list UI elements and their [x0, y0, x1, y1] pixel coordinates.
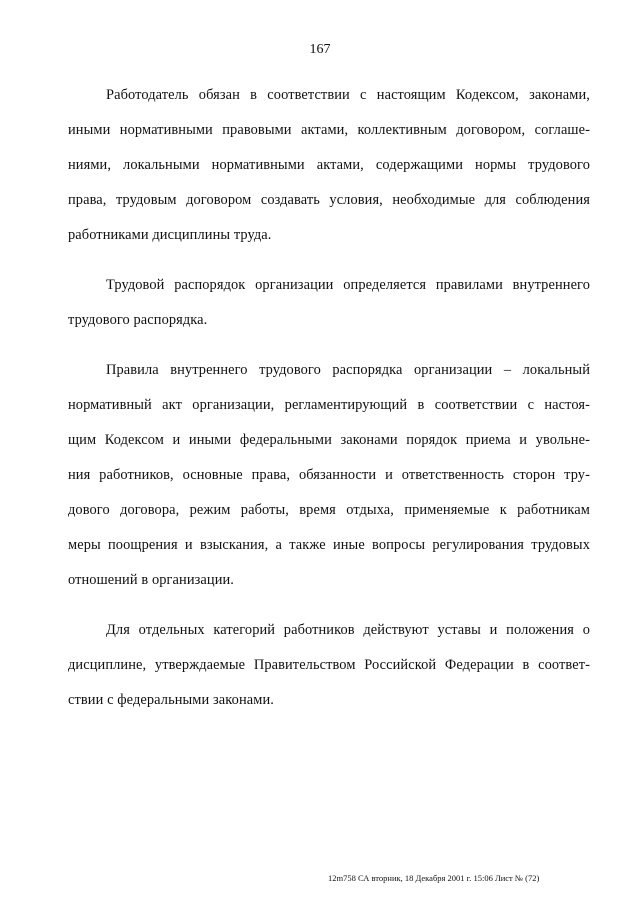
paragraph-4: [68, 613, 590, 718]
page-number: 167: [309, 42, 331, 57]
paragraph-3: [68, 353, 590, 598]
document-body: [68, 78, 590, 733]
text-line: Трудовой распорядок организации определяется правилами внутреннего: [106, 277, 590, 293]
text-line: щим Кодексом и иными федеральными законами порядок приема и увольне-: [68, 432, 590, 448]
text-line: ния работников, основные права, обязанности и ответственность сторон тру-: [68, 467, 590, 483]
text-line: нормативный акт организации, регламентирующий в соответствии с настоя-: [68, 397, 590, 413]
text-line: дисциплине, утверждаемые Правительством Российской Федерации в соответ-: [68, 657, 590, 673]
text-line: трудового распорядка.: [68, 312, 208, 328]
paragraph-1: [68, 78, 590, 253]
print-footer: 12m758 СА вторник, 18 Декабря 2001 г. 15:06 Лист № (72): [328, 873, 540, 883]
text-line: иными нормативными правовыми актами, коллективным договором, соглаше-: [68, 122, 590, 138]
text-line: отношений в организации.: [68, 572, 235, 588]
text-line: ниями, локальными нормативными актами, содержащими нормы трудового: [68, 157, 590, 173]
text-line: Работодатель обязан в соответствии с настоящим Кодексом, законами,: [106, 87, 590, 103]
text-line: меры поощрения и взыскания, а также иные вопросы регулирования трудовых: [68, 537, 590, 553]
text-line: ствии с федеральными законами.: [68, 692, 274, 708]
text-line: Для отдельных категорий работников действуют уставы и положения о: [106, 622, 590, 638]
text-line: Правила внутреннего трудового распорядка организации – локальный: [106, 362, 590, 378]
text-line: дового договора, режим работы, время отдыха, применяемые к работникам: [68, 502, 590, 518]
text-line: права, трудовым договором создавать условия, необходимые для соблюдения: [68, 192, 590, 208]
text-line: работниками дисциплины труда.: [68, 227, 272, 243]
paragraph-2: [68, 268, 590, 338]
